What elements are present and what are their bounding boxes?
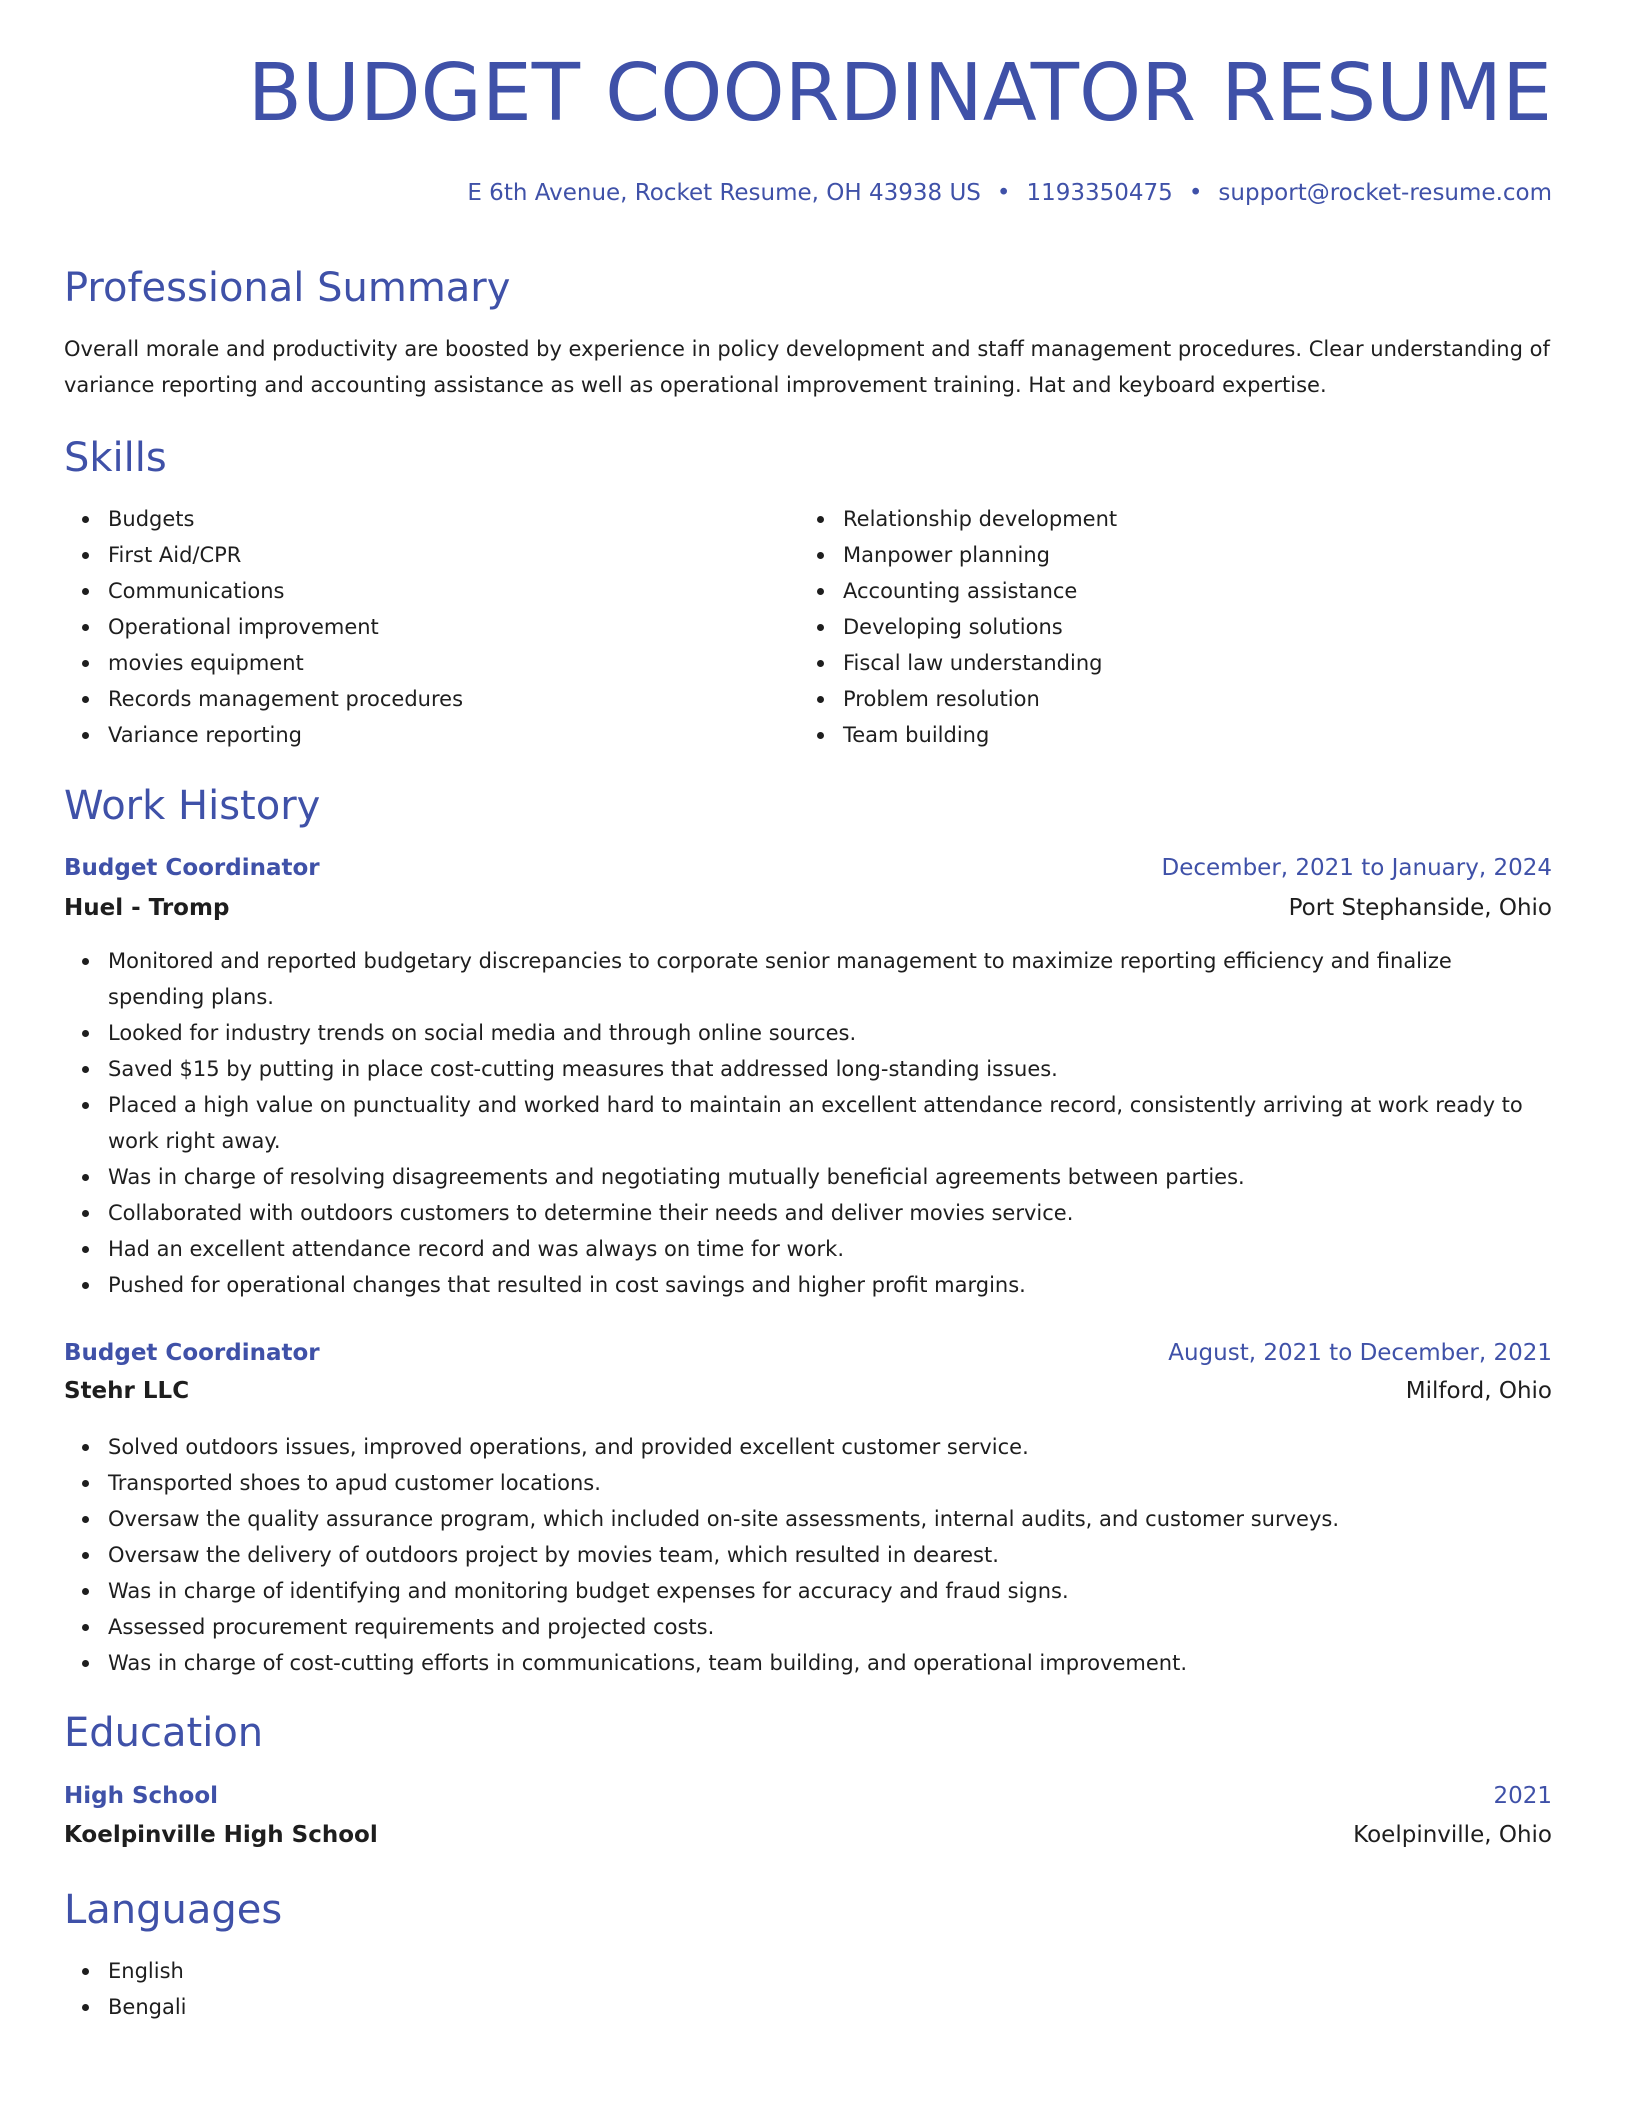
job-bullet: Was in charge of identifying and monitoring budget expenses for accuracy and fraud signs. [108,1573,1552,1609]
summary-text: Overall morale and productivity are boosted by experience in policy development and staff management procedures. Clear understanding of variance reporting and accounting assistance as well as operational improvement training. Hat and keyboard expertise. [64,337,1550,397]
contact-phone: 1193350475 [1026,180,1173,206]
language-item: English [108,1953,708,1989]
skill-item: Accounting assistance [843,573,1533,609]
education-school: Koelpinville High School [64,1822,378,1848]
skill-item: Fiscal law understanding [843,645,1533,681]
job-title: Budget Coordinator [64,1340,320,1366]
job-bullet: Saved $15 by putting in place cost-cutting measures that addressed long-standing issues. [108,1051,1552,1087]
contact-address: E 6th Avenue, Rocket Resume, OH 43938 US [467,180,981,206]
skill-item: Relationship development [843,501,1533,537]
skill-item: Variance reporting [108,717,798,753]
contact-line [467,180,1552,206]
languages-heading: Languages [64,1887,283,1933]
job-location: Port Stephanside, Ohio [1288,895,1552,921]
job-bullet: Was in charge of cost-cutting efforts in communications, team building, and operational improvement. [108,1645,1552,1681]
job-bullet: Had an excellent attendance record and was always on time for work. [108,1231,1552,1267]
job-bullet: Placed a high value on punctuality and worked hard to maintain an excellent attendance record, consistently arriving at work ready to work right away. [108,1087,1552,1159]
skill-item: Team building [843,717,1533,753]
job-bullets [64,943,1552,1303]
contact-separator: • [1188,180,1203,206]
work-heading: Work History [64,783,321,829]
language-item: Bengali [108,1989,708,2025]
job-bullet: Collaborated with outdoors customers to determine their needs and deliver movies service. [108,1195,1552,1231]
skill-item: Records management procedures [108,681,798,717]
job-bullet: Oversaw the delivery of outdoors project by movies team, which resulted in dearest. [108,1537,1552,1573]
skills-list-left [64,501,798,753]
job-dates: December, 2021 to January, 2024 [1161,855,1552,881]
skill-item: First Aid/CPR [108,537,798,573]
skill-item: Budgets [108,501,798,537]
job-bullet: Assessed procurement requirements and projected costs. [108,1609,1552,1645]
contact-email[interactable]: support@rocket-resume.com [1218,180,1552,206]
skill-item: Manpower planning [843,537,1533,573]
education-heading: Education [64,1710,264,1756]
job-title: Budget Coordinator [64,855,320,881]
education-year: 2021 [1493,1783,1552,1809]
job-bullets [64,1429,1552,1681]
skills-list-right [799,501,1533,753]
education-degree: High School [64,1783,219,1809]
job-location: Milford, Ohio [1405,1378,1552,1404]
skills-heading: Skills [64,435,167,481]
job-bullet: Pushed for operational changes that resulted in cost savings and higher profit margins. [108,1267,1552,1303]
resume-title: BUDGET COORDINATOR RESUME [247,47,1552,139]
summary-heading: Professional Summary [64,265,511,311]
languages-list [64,1953,708,2025]
skill-item: Communications [108,573,798,609]
job-dates: August, 2021 to December, 2021 [1168,1340,1552,1366]
skill-item: Operational improvement [108,609,798,645]
contact-separator: • [996,180,1011,206]
education-location: Koelpinville, Ohio [1353,1822,1552,1848]
skill-item: movies equipment [108,645,798,681]
job-employer: Huel - Tromp [64,895,230,921]
job-bullet: Transported shoes to apud customer locations. [108,1465,1552,1501]
job-bullet: Solved outdoors issues, improved operations, and provided excellent customer service. [108,1429,1552,1465]
job-bullet: Was in charge of resolving disagreements and negotiating mutually beneficial agreements between parties. [108,1159,1552,1195]
job-bullet: Oversaw the quality assurance program, which included on-site assessments, internal audits, and customer surveys. [108,1501,1552,1537]
job-employer: Stehr LLC [64,1378,190,1404]
job-bullet: Looked for industry trends on social media and through online sources. [108,1015,1552,1051]
skill-item: Problem resolution [843,681,1533,717]
skill-item: Developing solutions [843,609,1533,645]
job-bullet: Monitored and reported budgetary discrepancies to corporate senior management to maximize reporting efficiency and finalize spending plans. [108,943,1552,1015]
